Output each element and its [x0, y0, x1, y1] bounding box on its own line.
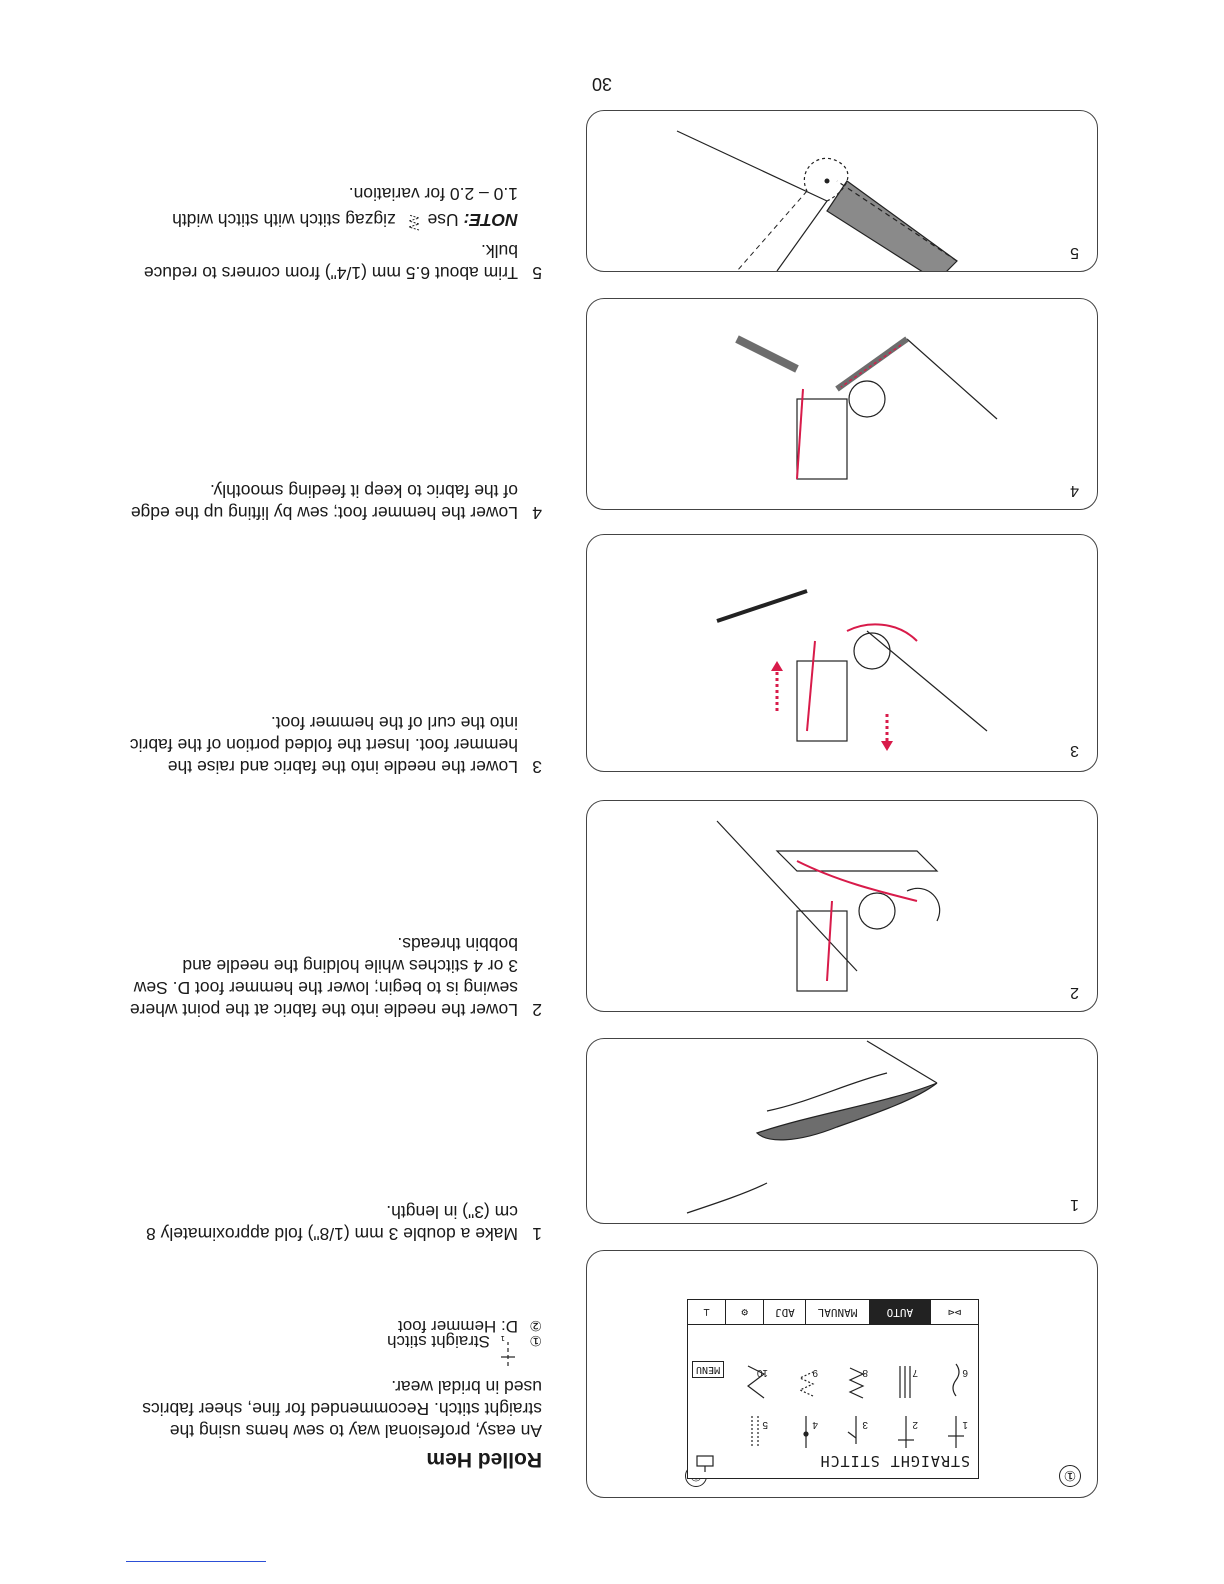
page-title: Rolled Hem [426, 1448, 542, 1471]
step-line: Trim about 6.5 mm (1/4") from corners to reduce [143, 263, 518, 283]
stitch-number: 6 [962, 1367, 968, 1378]
step-2 [102, 933, 542, 1021]
legend-mark: ② [529, 1318, 542, 1334]
step-line: into the curl of the hemmer foot. [270, 713, 518, 733]
callout-1: ① [1059, 1465, 1081, 1487]
step-number: 1 [532, 1224, 542, 1244]
stitch-number: 3 [862, 1419, 868, 1430]
lcd-panel [586, 1250, 1098, 1498]
step-line: 3 or 4 stitches while holding the needle and [182, 956, 518, 976]
hemmer-foot-illustration [587, 801, 1097, 1011]
panel-number: 1 [1070, 1196, 1079, 1213]
panel-number: 2 [1070, 984, 1079, 1001]
tab-auto[interactable]: AUTO [869, 1300, 930, 1324]
page-number: 30 [591, 74, 612, 94]
stitch-number: 7 [912, 1367, 918, 1378]
panel-number: 4 [1070, 482, 1079, 499]
illustration-panel-2 [586, 800, 1098, 1012]
step-line: Lower the needle into the fabric and raise the [167, 757, 518, 777]
step-line: hemmer foot. Insert the folded portion of the fabric [129, 735, 518, 755]
step-line: cm (3") in length. [386, 1202, 518, 1222]
legend-item-hemmer-foot [398, 1315, 542, 1337]
lcd-title: STRAIGHT STITCH [819, 1452, 970, 1470]
legend-label: Straight stitch [387, 1332, 490, 1351]
step-number: 5 [532, 263, 542, 283]
stitch-number: 2 [912, 1419, 918, 1430]
insert-fold-illustration [587, 535, 1097, 771]
stitch-number: 8 [862, 1367, 868, 1378]
note-text: zigzag stitch with stitch width [172, 209, 396, 230]
stitch-number: 10 [756, 1367, 768, 1378]
stitch-number: 5 [762, 1419, 768, 1430]
illustration-panel-4 [586, 298, 1098, 510]
step-number: 4 [532, 503, 542, 523]
step-line: Make a double 3 mm (1/8") fold approximately 8 [146, 1224, 518, 1244]
tab-manual[interactable]: MANUAL [805, 1300, 868, 1324]
step-5 [102, 183, 542, 284]
step-1 [102, 1201, 542, 1245]
stitch-number: 9 [812, 1367, 818, 1378]
intro-line: used in bridal wear. [391, 1377, 542, 1397]
tab-adj[interactable]: ADJ [763, 1300, 805, 1324]
intro-line: An easy, profesional way to sew hems using the [169, 1421, 542, 1441]
intro-line: straight stitch. Recommended for fine, sheer fabrics [142, 1399, 542, 1419]
step-line: Lower the needle into the fabric at the point where [129, 1000, 518, 1020]
step-line: of the fabric to keep it feeding smoothly. [209, 481, 518, 501]
step-line: Lower the hemmer foot; sew by lifting up the edge [130, 503, 518, 523]
fold-illustration [587, 1039, 1097, 1223]
illustration-panel-5 [586, 110, 1098, 272]
zigzag-stitch-icon [401, 205, 423, 232]
step-4 [102, 480, 542, 524]
step-number: 3 [532, 757, 542, 777]
panel-number: 3 [1070, 742, 1079, 759]
step-line: sewing is to begin; lower the hemmer foot D. Sew [133, 978, 518, 998]
lcd-screen [687, 1299, 979, 1479]
panel-number: 5 [1070, 244, 1079, 261]
foot-icon[interactable]: ⊥ [703, 1306, 710, 1319]
note-text: 1.0 – 2.0 for variation. [348, 184, 518, 204]
illustration-panel-3 [586, 534, 1098, 772]
trim-corner-illustration [587, 111, 1097, 271]
step-line: bobbin threads. [397, 934, 518, 954]
lcd-tab-bar [688, 1300, 978, 1325]
stitch-number: 1 [962, 1419, 968, 1430]
note-label: NOTE: [463, 209, 518, 230]
step-3 [102, 712, 542, 778]
settings-icon[interactable]: ⚙ [725, 1300, 763, 1324]
intro-paragraph [102, 1376, 542, 1442]
legend-label: D: Hemmer foot [398, 1317, 518, 1336]
svg-text:1: 1 [500, 1336, 505, 1342]
stitch-number: 4 [812, 1419, 818, 1430]
sewing-illustration [587, 299, 1097, 509]
illustration-panel-1 [586, 1038, 1098, 1224]
stitch-pattern-icons [688, 1300, 978, 1478]
step-line: bulk. [481, 241, 518, 261]
note [102, 183, 518, 232]
twin-needle-icon[interactable]: ⊳⊲ [930, 1300, 978, 1324]
step-number: 2 [532, 1000, 542, 1020]
note-text: Use [427, 209, 459, 230]
legend-mark: ① [529, 1333, 542, 1349]
lcd-menu-button[interactable]: MENU [692, 1361, 724, 1378]
blue-rule [126, 1561, 266, 1562]
